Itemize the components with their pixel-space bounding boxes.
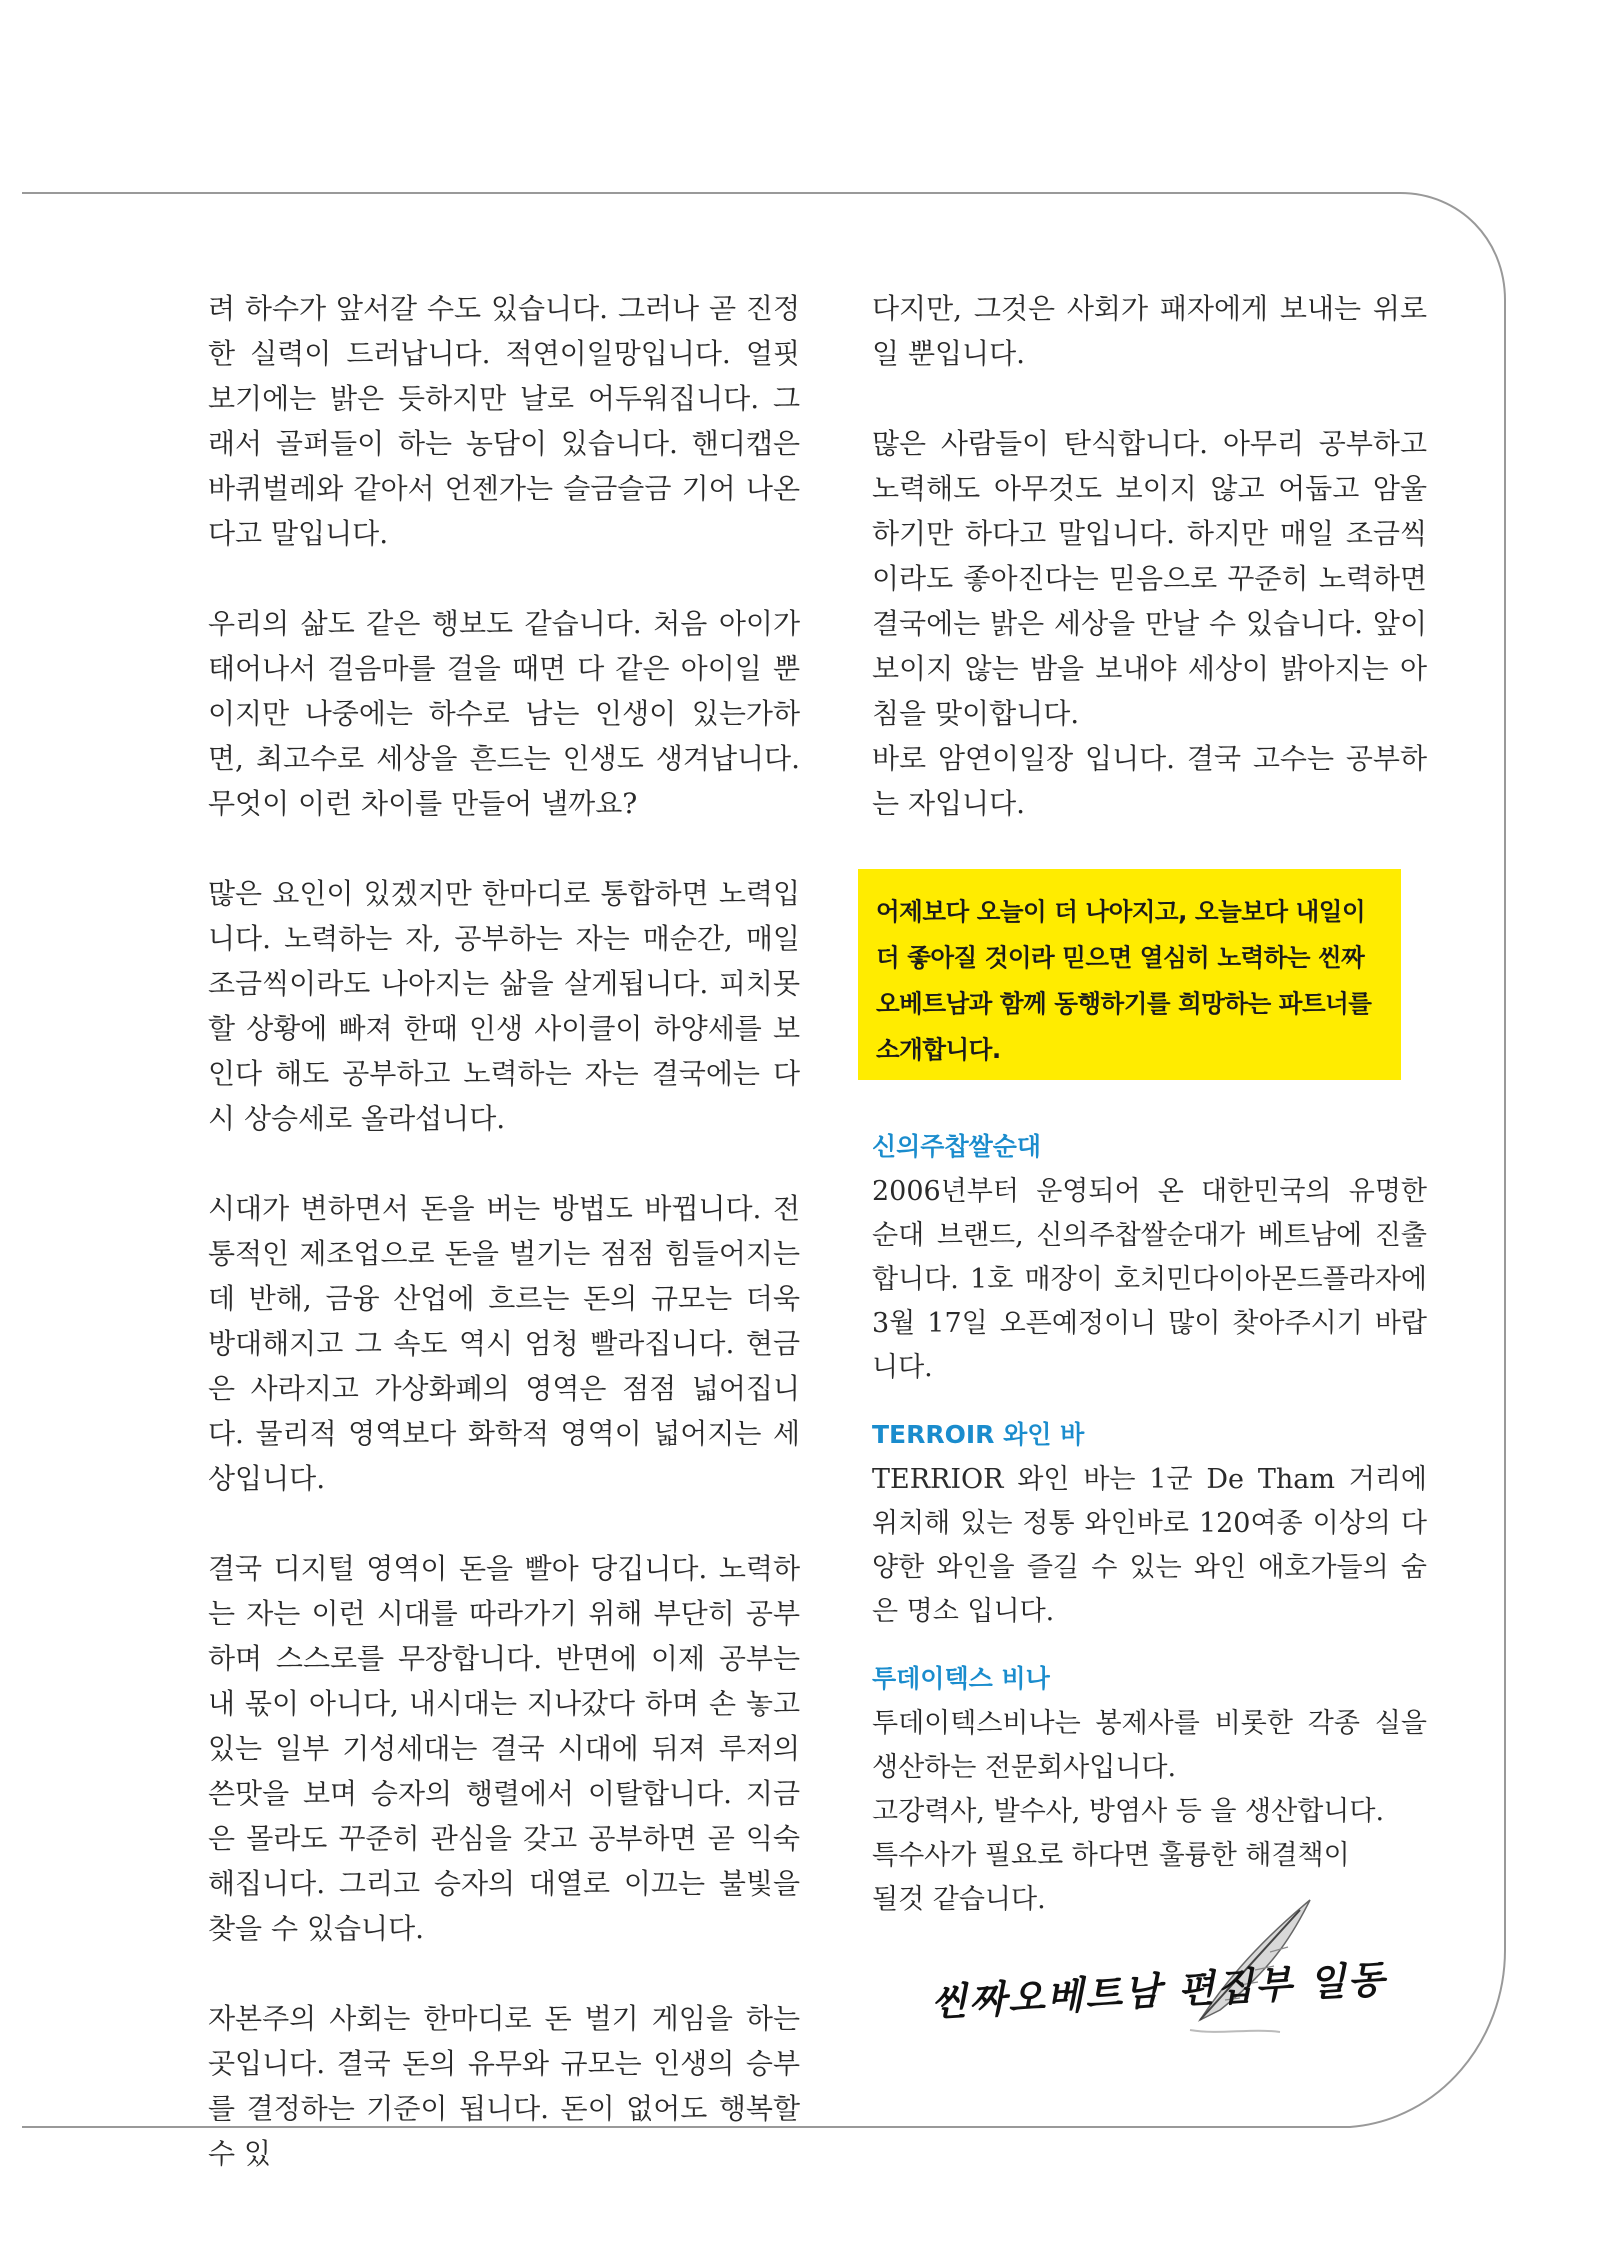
partner-description: 고강력사, 발수사, 방염사 등 을 생산합니다.: [872, 1796, 1385, 1827]
highlight-line-3: 오베트남과 함께 동행하기를 희망하는 파트너를: [876, 989, 1372, 1018]
left-paragraph-6: 자본주의 사회는 한마디로 돈 벌기 게임을 하는 곳입니다. 결국 돈의 유무와 규모는 인생의 승부를 결정하는 기준이 됩니다. 돈이 없어도 행복할 수 있: [208, 2002, 800, 2170]
highlight-box: [858, 869, 1401, 1080]
right-paragraph-3: 바로 암연이일장 입니다. 결국 고수는 공부하는 자입니다.: [872, 742, 1427, 820]
partner-list: [872, 1128, 1427, 1948]
partner-description: 될것 같습니다.: [872, 1884, 1046, 1915]
paragraph-gap: [872, 376, 1427, 421]
left-paragraph-1: 려 하수가 앞서갈 수도 있습니다. 그러나 곧 진정한 실력이 드러납니다. 적연이일망입니다. 얼핏 보기에는 밝은 듯하지만 날로 어두워집니다. 그래서 골퍼들이 하는 농담이 있습니다. 핸디캡은 바퀴벌레와 같아서 언젠가는 슬금슬금 기어 나온다고 말입니다.: [208, 292, 800, 550]
partner-item: [872, 1660, 1427, 1922]
partner-description: TERRIOR 와인 바는 1군 De Tham 거리에 위치해 있는 정통 와인바로 120여종 이상의 다양한 와인을 즐길 수 있는 와인 애호가들의 숨은 명소 입니다.: [872, 1464, 1427, 1627]
partner-title: TERROIR 와인 바: [872, 1420, 1085, 1449]
partner-title: 신의주찹쌀순대: [872, 1132, 1042, 1161]
partner-title: 투데이텍스 비나: [872, 1664, 1050, 1693]
partner-description: 특수사가 필요로 하다면 훌륭한 해결책이: [872, 1840, 1350, 1871]
signature-text: 씬짜오베트남 편집부 일동: [929, 1957, 1388, 2025]
partner-item: [872, 1128, 1427, 1390]
right-paragraph-1: 다지만, 그것은 사회가 패자에게 보내는 위로일 뿐입니다.: [872, 292, 1427, 370]
partner-description: 2006년부터 운영되어 온 대한민국의 유명한 순대 브랜드, 신의주찹쌀순대가 베트남에 진출합니다. 1호 매장이 호치민다이아몬드플라자에 3월 17일 오픈예정이니 많이 찾아주시기 바랍니다.: [872, 1176, 1427, 1383]
right-column: [872, 286, 1427, 826]
left-paragraph-5: 결국 디지털 영역이 돈을 빨아 당깁니다. 노력하는 자는 이런 시대를 따라가기 위해 부단히 공부하며 스스로를 무장합니다. 반면에 이제 공부는 내 몫이 아니다, 내시대는 지나갔다 하며 손 놓고 있는 일부 기성세대는 결국 시대에 뒤져 루저의 쓴맛을 보며 승자의 행렬에서 이탈합니다. 지금은 몰라도 꾸준히 관심을 갖고 공부하면 곧 익숙해집니다. 그리고 승자의 대열로 이끄는 불빛을 찾을 수 있습니다.: [208, 1552, 800, 1945]
highlight-line-4: 소개합니다.: [876, 1035, 1001, 1064]
signature: [930, 1890, 1410, 2040]
partner-description: 투데이텍스비나는 봉제사를 비롯한 각종 실을 생산하는 전문회사입니다.: [872, 1708, 1427, 1783]
left-column: [208, 286, 800, 2221]
highlight-line-1: 어제보다 오늘이 더 나아지고, 오늘보다 내일이: [876, 897, 1366, 926]
left-paragraph-3: 많은 요인이 있겠지만 한마디로 통합하면 노력입니다. 노력하는 자, 공부하는 자는 매순간, 매일 조금씩이라도 나아지는 삶을 살게됩니다. 피치못할 상황에 빠져 한때 인생 사이클이 하양세를 보인다 해도 공부하고 노력하는 자는 결국에는 다시 상승세로 올라섭니다.: [208, 877, 800, 1135]
right-paragraph-2: 많은 사람들이 탄식합니다. 아무리 공부하고 노력해도 아무것도 보이지 않고 어둡고 암울하기만 하다고 말입니다. 하지만 매일 조금씩이라도 좋아진다는 믿음으로 꾸준히 노력하면 결국에는 밝은 세상을 만날 수 있습니다. 앞이 보이지 않는 밤을 보내야 세상이 밝아지는 아침을 맞이합니다.: [872, 427, 1427, 730]
left-paragraph-4: 시대가 변하면서 돈을 버는 방법도 바뀝니다. 전통적인 제조업으로 돈을 벌기는 점점 힘들어지는데 반해, 금융 산업에 흐르는 돈의 규모는 더욱 방대해지고 그 속도 역시 엄청 빨라집니다. 현금은 사라지고 가상화폐의 영역은 점점 넓어집니다. 물리적 영역보다 화학적 영역이 넓어지는 세상입니다.: [208, 1192, 800, 1495]
partner-item: [872, 1416, 1427, 1634]
highlight-line-2: 더 좋아질 것이라 믿으면 열심히 노력하는 씬짜: [876, 943, 1365, 972]
left-paragraph-2: 우리의 삶도 같은 행보도 같습니다. 처음 아이가 태어나서 걸음마를 걸을 때면 다 같은 아이일 뿐이지만 나중에는 하수로 남는 인생이 있는가하면, 최고수로 세상을 흔드는 인생도 생겨납니다. 무엇이 이런 차이를 만들어 낼까요?: [208, 607, 800, 820]
